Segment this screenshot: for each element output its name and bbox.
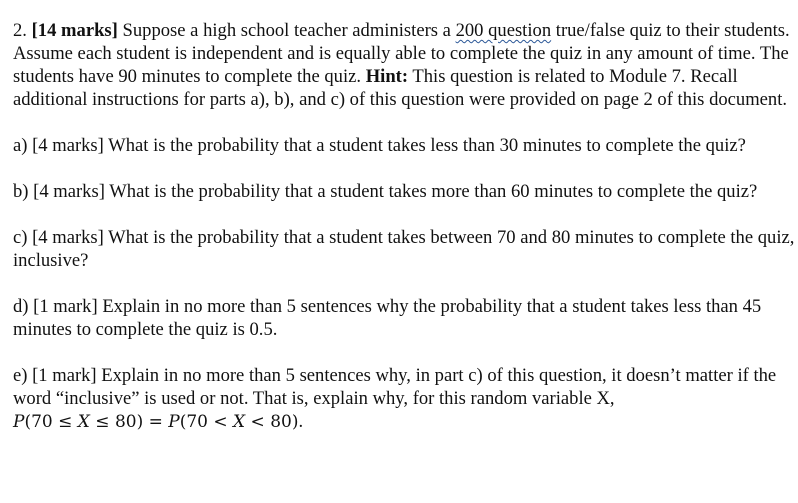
question-intro	[13, 19, 798, 111]
question-text-b: true/false quiz to their students. Assume each student is independent and is equally able to complete the quiz in any amount of time. The students have 90 minutes to complete the quiz.	[13, 20, 790, 87]
document-body	[13, 19, 798, 434]
spelling-flag-text: 200 question	[455, 20, 552, 41]
formula-close1: ≤ 80) =	[89, 412, 169, 432]
formula-open2: (70 <	[179, 412, 234, 432]
question-number: 2.	[13, 20, 27, 41]
spacer	[13, 341, 798, 364]
hint-text: This question is related to Module 7. Recall additional instructions for parts a), b), and c) of this question were provided on page 2 of this document.	[13, 66, 788, 110]
part-a: a) [4 marks] What is the probability that a student takes less than 30 minutes to complete the quiz?	[13, 135, 746, 156]
part-e: e) [1 mark] Explain in no more than 5 sentences why, in part c) of this question, it doesn’t matter if the word “inclusive” is used or not. That is, explain why, for this random variable X,	[13, 365, 777, 409]
formula-expression	[13, 412, 298, 432]
question-text-a: Suppose a high school teacher administers a	[117, 20, 456, 41]
question-marks: [14 marks]	[31, 20, 118, 41]
part-c: c) [4 marks] What is the probability that a student takes between 70 and 80 minutes to complete the quiz, inclusive?	[13, 227, 795, 271]
formula-p2: P	[168, 412, 180, 432]
spacer	[13, 203, 798, 226]
spacer	[13, 272, 798, 295]
formula-p1: P	[13, 412, 25, 432]
part-d: d) [1 mark] Explain in no more than 5 sentences why the probability that a student takes less than 45 minutes to complete the quiz is 0.5.	[13, 296, 762, 340]
formula-close2: < 80)	[245, 412, 299, 432]
part-b: b) [4 marks] What is the probability that a student takes more than 60 minutes to complete the quiz?	[13, 181, 758, 202]
probability-formula	[13, 410, 798, 434]
formula-x1: X	[77, 412, 90, 432]
hint-label: Hint:	[365, 66, 409, 87]
formula-open1: (70 ≤	[24, 412, 78, 432]
formula-x2: X	[233, 412, 246, 432]
formula-period: .	[298, 411, 304, 432]
spacer	[13, 111, 798, 134]
spacer	[13, 157, 798, 180]
